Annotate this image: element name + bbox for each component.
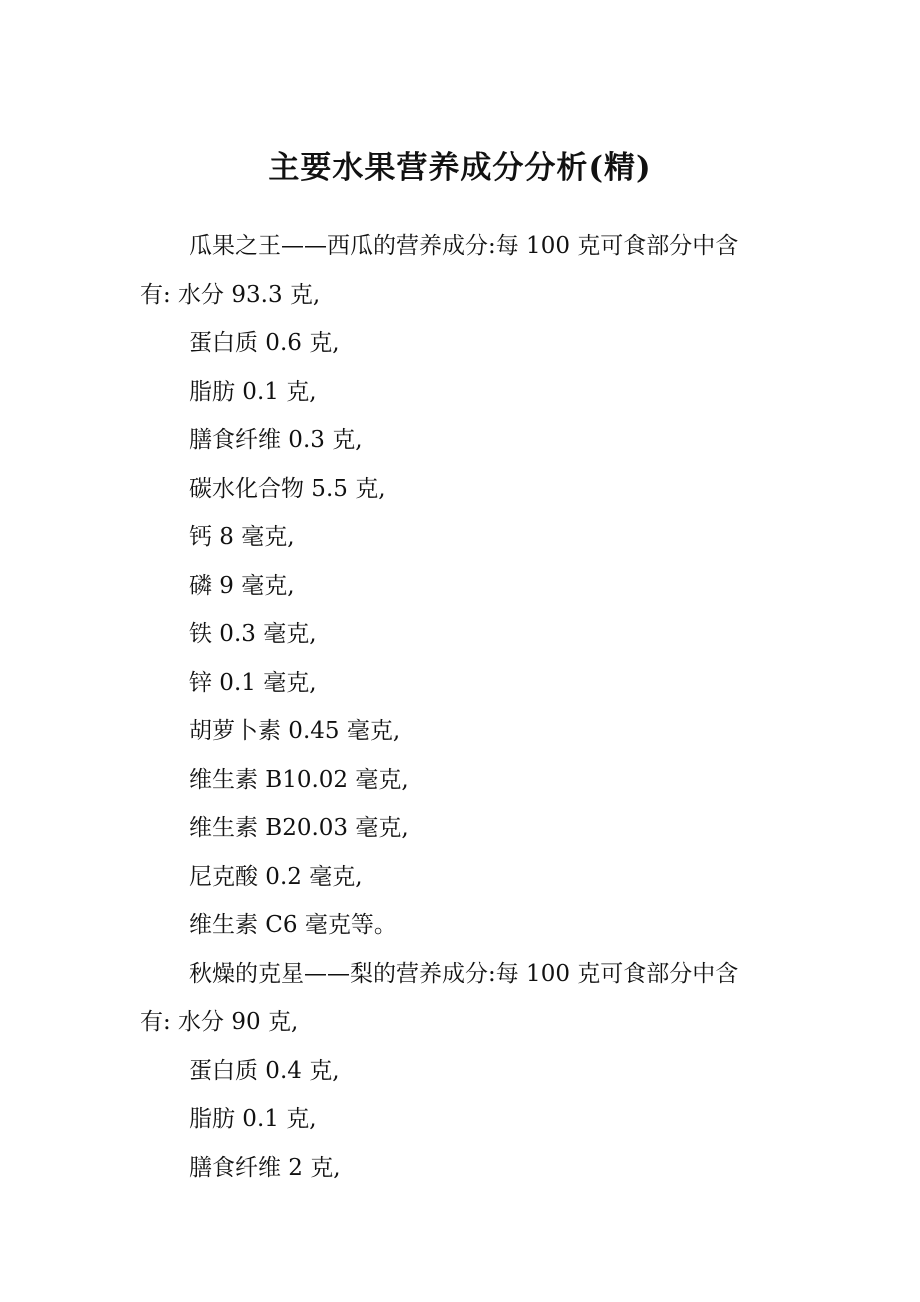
text-line: 胡萝卜素 0.45 毫克, — [189, 718, 401, 744]
text-line: 瓜果之王——西瓜的营养成分:每 100 克可食部分中含 — [189, 233, 739, 259]
text-line: 磷 9 毫克, — [189, 572, 295, 599]
text-line: 维生素 B10.02 毫克, — [189, 766, 409, 793]
text-line: 脂肪 0.1 克, — [189, 378, 317, 405]
text-line: 尼克酸 0.2 毫克, — [189, 863, 363, 890]
text-line: 秋燥的克星——梨的营养成分:每 100 克可食部分中含 — [189, 960, 739, 987]
text-line: 脂肪 0.1 克, — [189, 1106, 317, 1132]
text-line: 铁 0.3 毫克, — [189, 621, 317, 647]
text-line: 蛋白质 0.6 克, — [189, 330, 340, 356]
text-line: 维生素 B20.03 毫克, — [189, 815, 409, 841]
document-body — [140, 222, 790, 1192]
text-line: 有: 水分 93.3 克, — [140, 281, 321, 308]
text-line: 钙 8 毫克, — [189, 524, 295, 550]
text-line: 碳水化合物 5.5 克, — [189, 475, 386, 502]
text-line: 蛋白质 0.4 克, — [189, 1057, 340, 1084]
text-line: 膳食纤维 2 克, — [189, 1154, 341, 1181]
text-line: 维生素 C6 毫克等。 — [189, 912, 397, 938]
text-line: 锌 0.1 毫克, — [189, 669, 317, 696]
text-line: 有: 水分 90 克, — [140, 1009, 299, 1035]
text-line: 膳食纤维 0.3 克, — [189, 427, 363, 453]
document-title: 主要水果营养成分分析(精) — [268, 150, 652, 186]
